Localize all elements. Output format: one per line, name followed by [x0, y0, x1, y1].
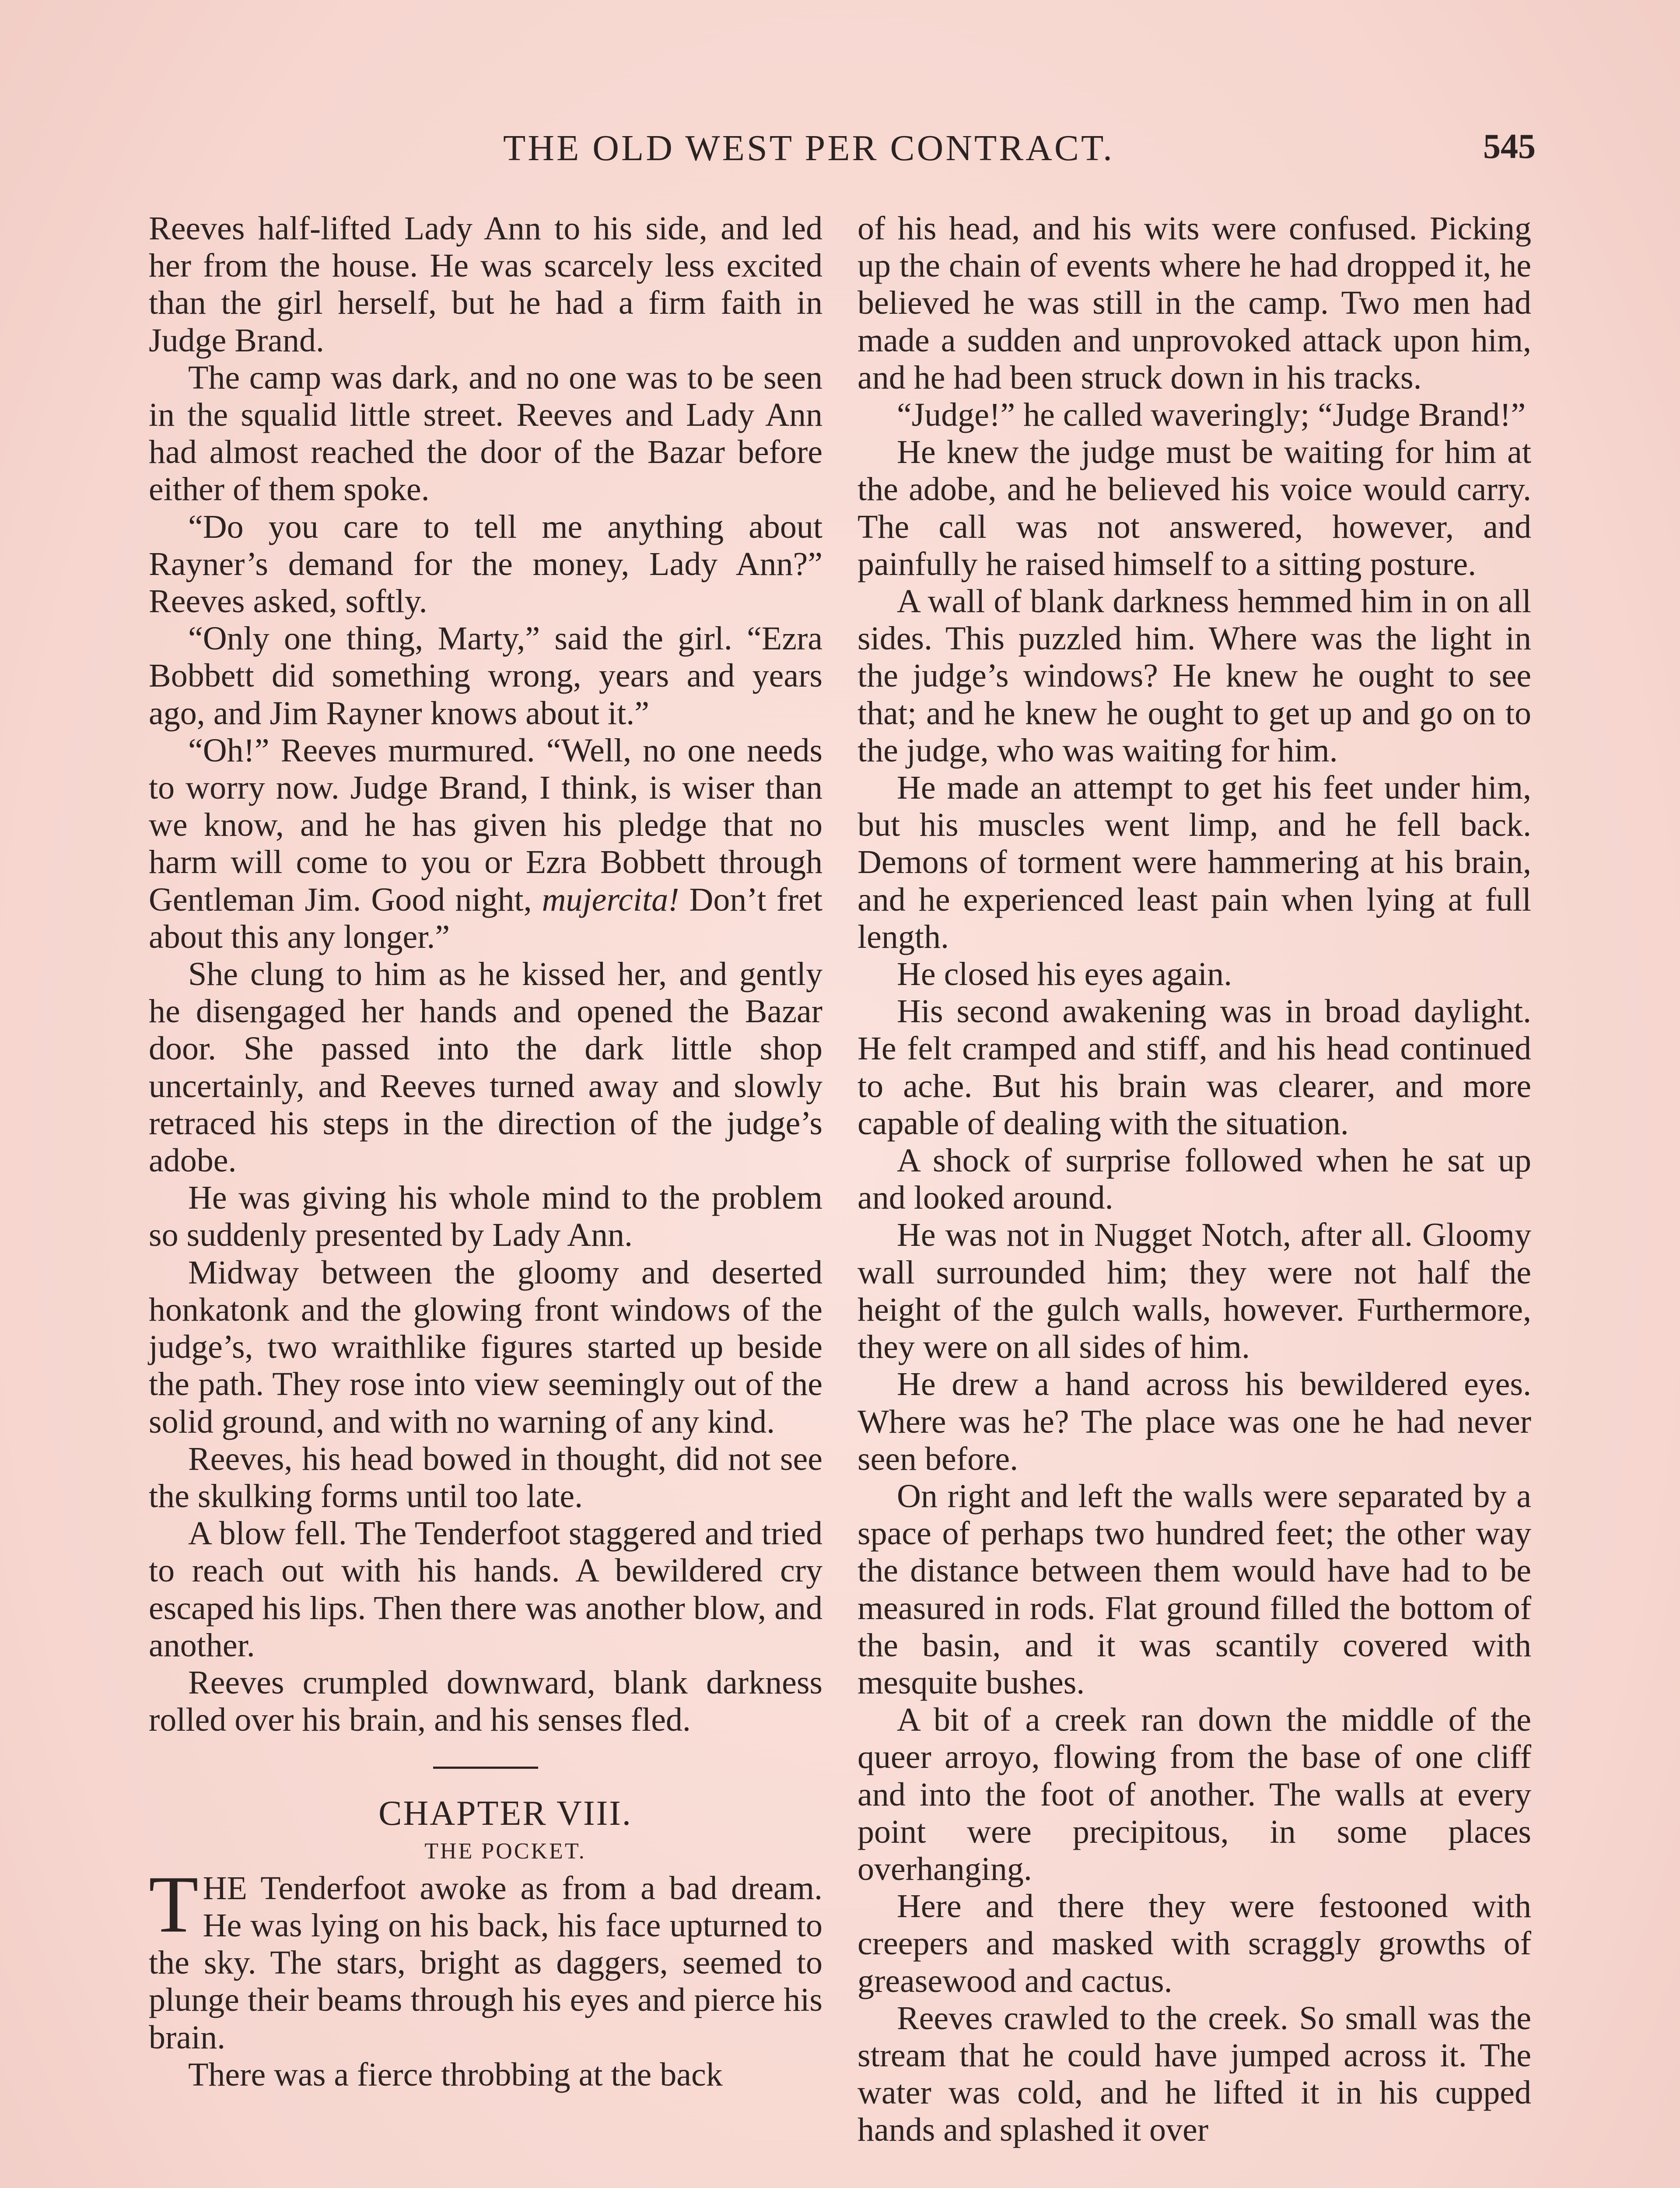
paragraph: He knew the judge must be waiting for him at the adobe, and he believed his voice would carry. The call was not answered, however, and painfully he raised himself to a sitting posture. — [858, 434, 1531, 582]
chapter-subtitle: THE POCKET. — [424, 1838, 586, 1864]
running-title: THE OLD WEST PER CONTRACT. — [503, 128, 1115, 168]
paragraph-text: Don’t fret about this any longer.” — [149, 881, 822, 955]
paragraph: He made an attempt to get his feet under him, but his muscles went limp, and he fell back. Demons of torment were hammering at his brain, and he experienced least pain when lying at full length. — [858, 769, 1531, 955]
left-column — [149, 210, 822, 2093]
italic-word: mujercita! — [542, 881, 679, 918]
paragraph: She clung to him as he kissed her, and gently he disengaged her hands and opened the Bazar door. She passed into the dark little shop uncertainly, and Reeves turned away and slowly retraced his steps in the direction of the judge’s adobe. — [149, 956, 822, 1179]
page-header — [144, 127, 1536, 184]
paragraph: A bit of a creek ran down the middle of the queer arroyo, flowing from the base of one cliff and into the foot of another. The walls at every point were precipitous, in some places overhanging. — [858, 1701, 1531, 1887]
paragraph: “Only one thing, Marty,” said the girl. “Ezra Bobbett did something wrong, years and years ago, and Jim Rayner knows about it.” — [149, 620, 822, 732]
paragraph — [149, 732, 822, 956]
page-number: 545 — [1483, 127, 1536, 166]
paragraph: He was giving his whole mind to the problem so suddenly presented by Lady Ann. — [149, 1179, 822, 1254]
paragraph: of his head, and his wits were confused. Picking up the chain of events where he had dropped it, he believed he was still in the camp. Two men had made a sudden and unprovoked attack upon him, and he had been struck down in his tracks. — [858, 210, 1531, 396]
paragraph: He was not in Nugget Notch, after all. Gloomy wall surrounded him; they were not half the height of the gulch walls, however. Furthermore, they were on all sides of him. — [858, 1217, 1531, 1366]
paragraph: His second awakening was in broad daylight. He felt cramped and stiff, and his head continued to ache. But his brain was clearer, and more capable of dealing with the situation. — [858, 993, 1531, 1142]
paragraph-text: HE Tenderfoot awoke as from a bad dream. He was lying on his back, his face upturned to the sky. The stars, bright as daggers, seemed to plunge their beams through his eyes and pierce his brain. — [149, 1869, 822, 2056]
paragraph-text: “Oh!” Reeves murmured. “Well, no one needs to worry now. Judge Brand, I think, is wiser than we know, and he has given his pledge that no harm will come to you or Ezra Bobbett through Gentleman Jim. Good night, — [149, 732, 822, 918]
paragraph: Reeves, his head bowed in thought, did not see the skulking forms until too late. — [149, 1440, 822, 1515]
drop-cap: T — [149, 1859, 199, 1950]
paragraph: Here and there they were festooned with creepers and masked with scraggly growths of greasewood and cactus. — [858, 1888, 1531, 1999]
paragraph: Reeves crumpled downward, blank darkness rolled over his brain, and his senses fled. — [149, 1664, 822, 1739]
section-divider — [433, 1767, 538, 1769]
paragraph: There was a fierce throbbing at the back — [188, 2056, 723, 2093]
paragraph: “Judge!” he called waveringly; “Judge Brand!” — [897, 396, 1526, 434]
paragraph: “Do you care to tell me anything about Rayner’s demand for the money, Lady Ann?” Reeves asked, softly. — [149, 508, 822, 620]
paragraph: He drew a hand across his bewildered eyes. Where was he? The place was one he had never seen before. — [858, 1366, 1531, 1477]
paragraph: A wall of blank darkness hemmed him in on all sides. This puzzled him. Where was the light in the judge’s windows? He knew he ought to see that; and he knew he ought to get up and go on to the judge, who was waiting for him. — [858, 583, 1531, 769]
paragraph: The camp was dark, and no one was to be seen in the squalid little street. Reeves and Lady Ann had almost reached the door of the Bazar before either of them spoke. — [149, 359, 822, 508]
paragraph: A blow fell. The Tenderfoot staggered and tried to reach out with his hands. A bewildered cry escaped his lips. Then there was another blow, and another. — [149, 1515, 822, 1664]
paragraph: He closed his eyes again. — [897, 956, 1232, 993]
paragraph: On right and left the walls were separated by a space of perhaps two hundred feet; the other way the distance between them would have had to be measured in rods. Flat ground filled the bottom of the basin, and it was scantily covered with mesquite bushes. — [858, 1477, 1531, 1701]
chapter-opening-paragraph — [149, 1859, 822, 2056]
paragraph: A shock of surprise followed when he sat up and looked around. — [858, 1142, 1531, 1217]
paragraph: Reeves crawled to the creek. So small was the stream that he could have jumped across it. The water was cold, and he lifted it in his cupped hands and splashed it over — [858, 1999, 1531, 2149]
right-column — [858, 210, 1531, 2149]
chapter-title: CHAPTER VIII. — [378, 1794, 632, 1833]
paragraph: Reeves half-lifted Lady Ann to his side, and led her from the house. He was scarcely less excited than the girl herself, but he had a firm faith in Judge Brand. — [149, 210, 822, 359]
paragraph: Midway between the gloomy and deserted honkatonk and the glowing front windows of the judge’s, two wraithlike figures started up beside the path. They rose into view seemingly out of the solid ground, and with no warning of any kind. — [149, 1254, 822, 1440]
